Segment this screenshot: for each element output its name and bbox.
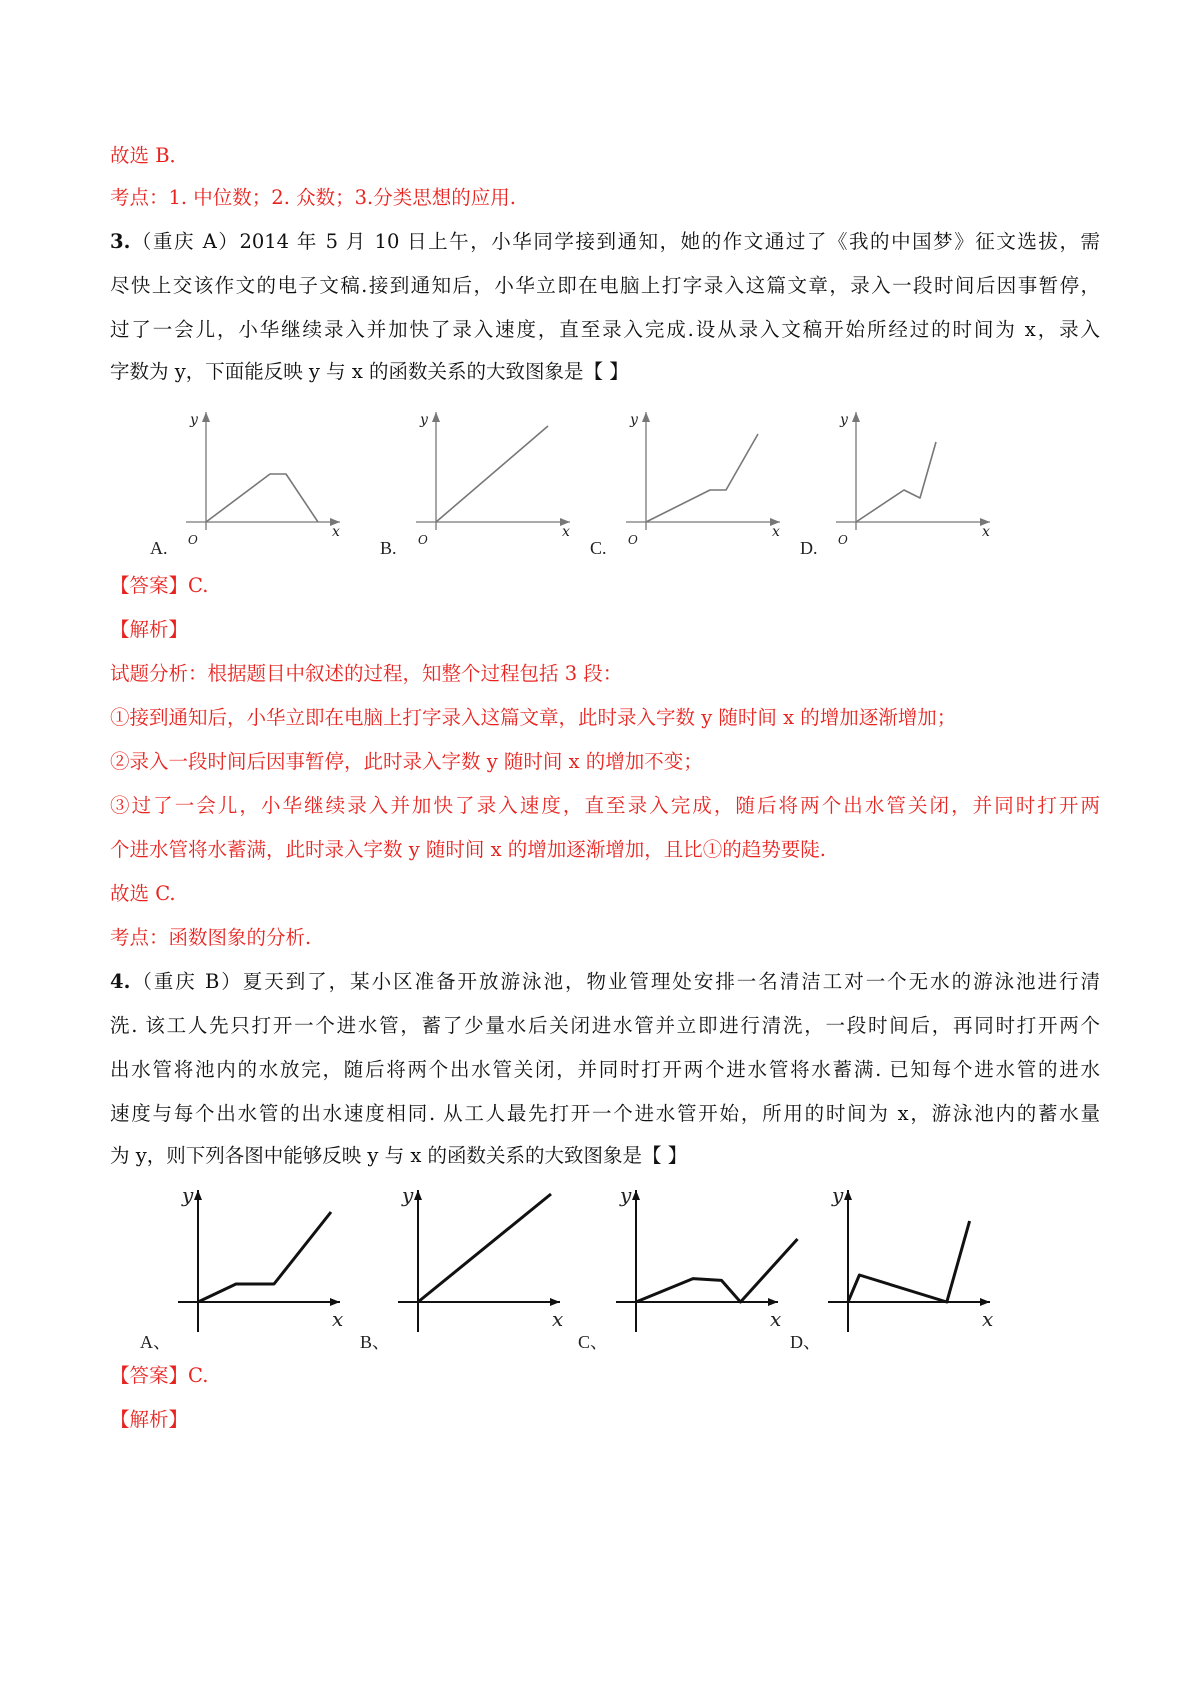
q4-answer: 【答案】C.: [110, 1364, 209, 1387]
y-axis-label: y: [190, 412, 198, 428]
q3-analysis-title: 【解析】: [110, 618, 189, 641]
q3-analysis-5: 个进水管将水蓄满，此时录入字数 y 随时间 x 的增加逐渐增加，且比①的趋势要陡.: [110, 838, 827, 861]
q3-line-1: [110, 226, 1100, 258]
q4-line-2: 洗. 该工人先只打开一个进水管，蓄了少量水后关闭进水管并立即进行清洗，一段时间后，再同时打开两个: [110, 1014, 1100, 1037]
x-axis-label: x: [562, 524, 570, 540]
y-axis-arrow: [844, 1190, 852, 1200]
graph-curve: [848, 1221, 970, 1302]
origin-label: O: [188, 533, 198, 547]
graph-curve: [198, 1212, 331, 1302]
q3-line-2: 尽快上交该作文的电子文稿.接到通知后，小华立即在电脑上打字录入这篇文章，录入一段时间后因事暂停，: [110, 274, 1100, 297]
graph-curve: [856, 442, 936, 522]
option-label: C、: [578, 1332, 609, 1352]
option-label: B、: [360, 1332, 391, 1352]
y-axis-label: y: [402, 1183, 414, 1207]
q3-number: 3.: [110, 230, 131, 253]
x-axis-label: x: [552, 1307, 564, 1331]
x-axis-arrow: [550, 1298, 560, 1306]
graph-option-1: [150, 400, 350, 560]
graph-svg: [578, 1178, 788, 1354]
q4-number: 4.: [110, 970, 131, 993]
graph-svg: [790, 1178, 1000, 1354]
q4-line-1: [110, 966, 1100, 998]
option-label: D.: [800, 538, 818, 558]
origin-label: O: [418, 533, 428, 547]
y-axis-arrow: [642, 412, 650, 422]
option-label: D、: [790, 1332, 821, 1352]
x-axis-arrow: [980, 1298, 990, 1306]
graph-option-1: [140, 1178, 350, 1354]
q3-analysis-3: ②录入一段时间后因事暂停，此时录入字数 y 随时间 x 的增加不变；: [110, 750, 703, 773]
y-axis-arrow: [202, 412, 210, 422]
q3-line-4: 字数为 y，下面能反映 y 与 x 的函数关系的大致图象是【 】: [110, 360, 629, 383]
q4-text-1: （重庆 B）夏天到了，某小区准备开放游泳池，物业管理处安排一名清洁工对一个无水的游泳池进行清: [130, 970, 1100, 993]
y-axis-label: y: [832, 1183, 844, 1207]
option-label: A、: [140, 1332, 171, 1352]
graph-svg: [590, 400, 790, 560]
y-axis-arrow: [414, 1190, 422, 1200]
x-axis-label: x: [332, 524, 340, 540]
y-axis-label: y: [182, 1183, 194, 1207]
graph-curve: [646, 434, 758, 522]
graph-curve: [636, 1239, 798, 1302]
x-axis-label: x: [982, 524, 990, 540]
graph-curve: [418, 1194, 551, 1302]
q3-answer: 【答案】C.: [110, 574, 209, 597]
graph-svg: [800, 400, 1000, 560]
prev-kaodian: 考点：1. 中位数；2. 众数；3.分类思想的应用.: [110, 186, 516, 209]
x-axis-arrow: [768, 1298, 778, 1306]
graph-option-4: [790, 1178, 1000, 1354]
origin-label: O: [628, 533, 638, 547]
graph-option-2: [380, 400, 580, 560]
graph-option-4: [800, 400, 1000, 560]
y-axis-arrow: [852, 412, 860, 422]
graph-option-3: [578, 1178, 788, 1354]
graph-svg: [140, 1178, 350, 1354]
origin-label: O: [838, 533, 848, 547]
y-axis-arrow: [194, 1190, 202, 1200]
x-axis-label: x: [332, 1307, 344, 1331]
x-axis-label: x: [770, 1307, 782, 1331]
q3-analysis-2: ①接到通知后，小华立即在电脑上打字录入这篇文章，此时录入字数 y 随时间 x 的增加逐渐增加；: [110, 706, 957, 729]
prev-choose: 故选 B．: [110, 144, 190, 167]
graph-svg: [150, 400, 350, 560]
graph-svg: [360, 1178, 570, 1354]
graph-option-2: [360, 1178, 570, 1354]
x-axis-label: x: [982, 1307, 994, 1331]
graph-curve: [206, 474, 318, 522]
y-axis-label: y: [620, 1183, 632, 1207]
y-axis-label: y: [840, 412, 848, 428]
y-axis-label: y: [420, 412, 428, 428]
q3-text-1: （重庆 A）2014 年 5 月 10 日上午，小华同学接到通知，她的作文通过了《我的中国梦》征文选拔，需: [130, 230, 1100, 253]
q4-analysis-title: 【解析】: [110, 1408, 189, 1431]
q3-choose: 故选 C.: [110, 882, 176, 905]
q3-kaodian: 考点：函数图象的分析.: [110, 926, 312, 949]
graph-curve: [436, 426, 548, 522]
q4-line-4: 速度与每个出水管的出水速度相同. 从工人最先打开一个进水管开始，所用的时间为 x，游泳池内的蓄水量: [110, 1102, 1100, 1125]
y-axis-label: y: [630, 412, 638, 428]
option-label: A.: [150, 538, 168, 558]
y-axis-arrow: [632, 1190, 640, 1200]
option-label: B.: [380, 538, 397, 558]
graph-svg: [380, 400, 580, 560]
option-label: C.: [590, 538, 607, 558]
q3-analysis-1: 试题分析：根据题目中叙述的过程，知整个过程包括 3 段：: [110, 662, 623, 685]
x-axis-label: x: [772, 524, 780, 540]
q3-analysis-4: ③过了一会儿，小华继续录入并加快了录入速度，直至录入完成，随后将两个出水管关闭，并同时打开两: [110, 794, 1100, 817]
graph-option-3: [590, 400, 790, 560]
x-axis-arrow: [330, 1298, 340, 1306]
q4-line-5: 为 y，则下列各图中能够反映 y 与 x 的函数关系的大致图象是【 】: [110, 1144, 688, 1167]
y-axis-arrow: [432, 412, 440, 422]
q3-line-3: 过了一会儿，小华继续录入并加快了录入速度，直至录入完成.设从录入文稿开始所经过的时间为 x，录入: [110, 318, 1100, 341]
q4-line-3: 出水管将池内的水放完，随后将两个出水管关闭，并同时打开两个进水管将水蓄满. 已知每个进水管的进水: [110, 1058, 1100, 1081]
